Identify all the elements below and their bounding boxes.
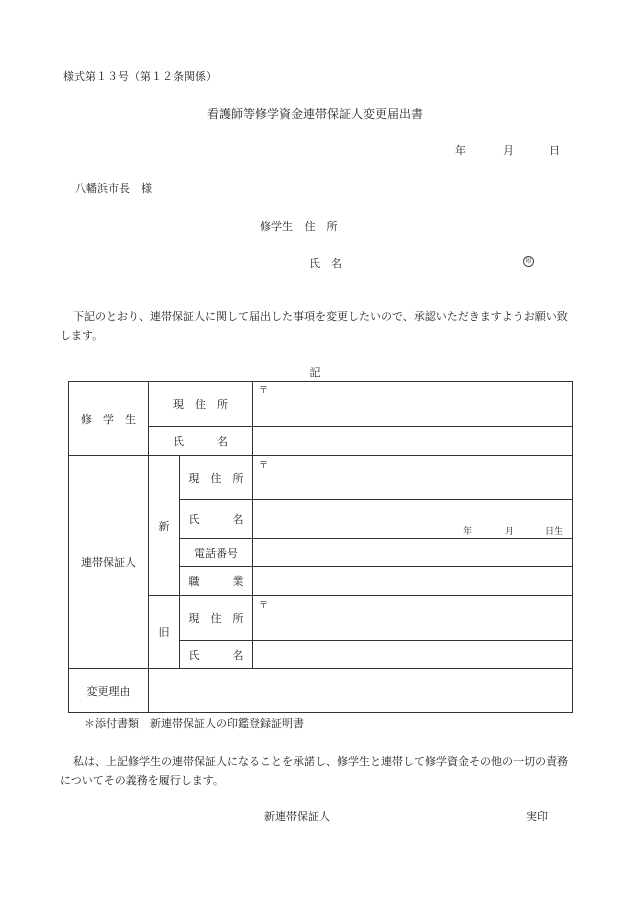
new-name-label: 氏 名 — [188, 513, 244, 526]
date-month-label: 月 — [503, 144, 514, 157]
intro-paragraph: 下記のとおり、連帯保証人に関して届出した事項を変更したいので、承認いただきますようお願い致します。 — [60, 310, 568, 342]
student-label: 修 学 生 — [81, 412, 136, 426]
change-reason-field[interactable] — [149, 669, 571, 712]
old-address-field[interactable] — [253, 607, 571, 639]
phone-field[interactable] — [253, 539, 571, 566]
new-guarantor-signature-label: 新連帯保証人 — [264, 810, 330, 823]
new-name-field[interactable] — [253, 500, 453, 538]
old-name-label: 氏 名 — [188, 648, 244, 662]
birth-year-label: 年 — [463, 527, 473, 537]
new-address-label: 現 住 所 — [188, 471, 244, 485]
student-name-label: 氏 名 — [173, 435, 228, 448]
ki-heading: 記 — [309, 366, 321, 379]
guarantor-label: 連帯保証人 — [81, 556, 136, 569]
applicant-role-label: 修学生 — [260, 220, 293, 233]
birth-day-label: 日生 — [545, 527, 564, 537]
old-address-label: 現 住 所 — [188, 612, 244, 625]
new-address-field[interactable] — [253, 467, 571, 498]
old-zip-mark: 〒 — [259, 601, 269, 611]
document-title: 看護師等修学資金連帯保証人変更届出書 — [206, 107, 423, 121]
student-address-label: 現 住 所 — [173, 398, 228, 411]
registered-seal-label: 実印 — [526, 810, 548, 823]
old-name-field[interactable] — [253, 641, 571, 668]
pledge-paragraph: 私は、上記修学生の連帯保証人になることを承諾し、修学生と連帯して修学資金その他の一切の責務についてその義務を履行します。 — [60, 755, 568, 787]
new-zip-mark: 〒 — [259, 461, 269, 471]
seal-mark: 印 — [523, 256, 534, 267]
change-reason-label: 変更理由 — [86, 684, 131, 698]
new-guarantor-label: 新 — [158, 519, 170, 533]
addressee: 八幡浜市長 様 — [75, 182, 152, 195]
student-zip-mark: 〒 — [259, 386, 269, 396]
old-guarantor-label: 旧 — [158, 626, 170, 639]
form-number: 様式第１３号（第１２条関係） — [63, 70, 217, 83]
occupation-label: 職 業 — [188, 575, 244, 588]
birth-month-label: 月 — [505, 527, 515, 537]
student-address-field[interactable] — [253, 390, 571, 425]
occupation-field[interactable] — [253, 567, 571, 595]
applicant-name-label: 氏 名 — [309, 257, 342, 270]
date-year-label: 年 — [455, 144, 466, 157]
student-name-field[interactable] — [253, 427, 571, 455]
applicant-address-label: 住 所 — [304, 220, 338, 233]
phone-label: 電話番号 — [194, 546, 238, 560]
attachment-note: ＊添付書類 新連帯保証人の印鑑登録証明書 — [84, 717, 304, 730]
date-day-label: 日 — [549, 144, 560, 157]
